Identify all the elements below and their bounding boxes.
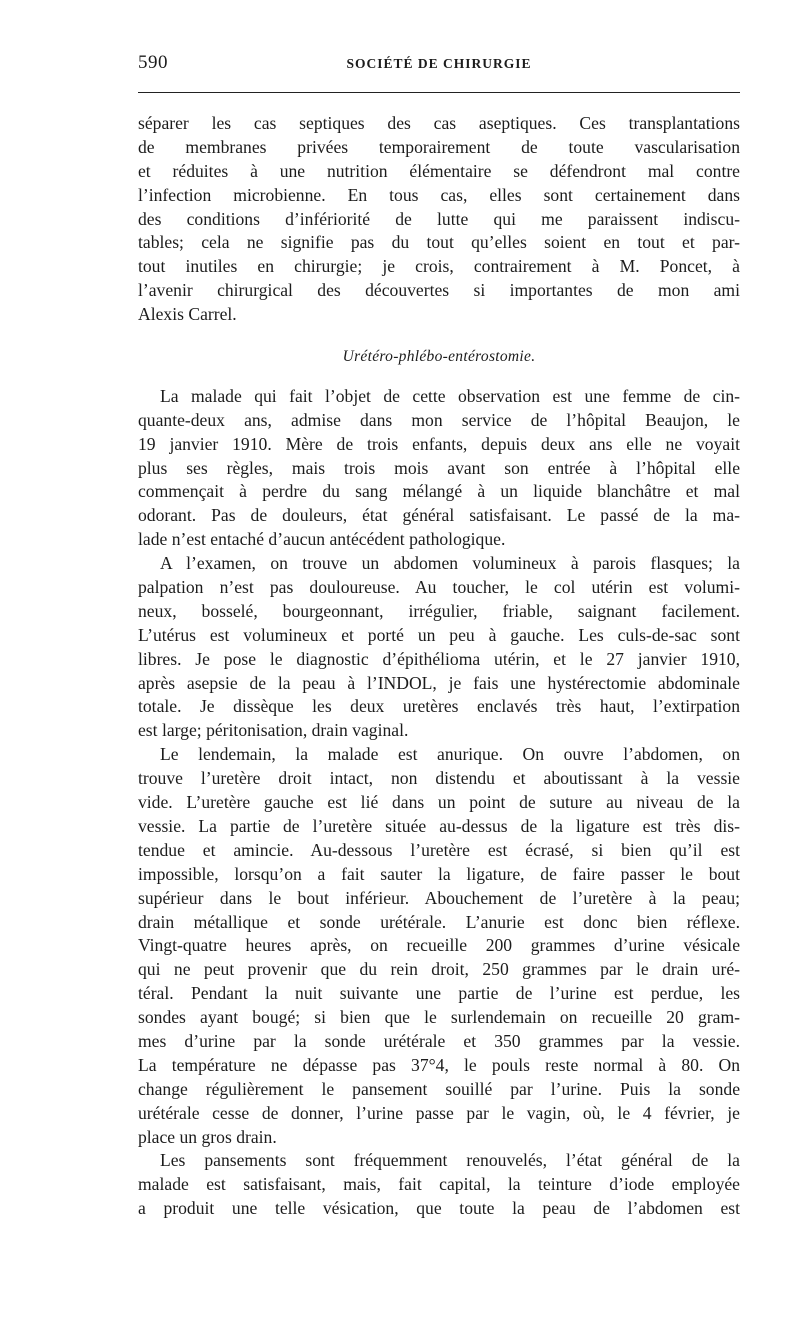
text-line: change régulièrement le pansement souillé par l’urine. Puis la sonde xyxy=(138,1078,740,1099)
text-line: odorant. Pas de douleurs, état général satisfaisant. Le passé de la ma- xyxy=(138,505,740,526)
text-line: drain métallique et sonde urétérale. L’anurie est donc bien réflexe. xyxy=(138,911,740,932)
text-line: 19 janvier 1910. Mère de trois enfants, depuis deux ans elle ne voyait xyxy=(138,433,740,454)
text-line: place un gros drain. xyxy=(138,1126,277,1147)
text-line: tout inutiles en chirurgie; je crois, contrairement à M. Poncet, à xyxy=(138,256,740,277)
text-line: La température ne dépasse pas 37°4, le pouls reste normal à 80. On xyxy=(138,1054,740,1075)
text-line: Les pansements sont fréquemment renouvelés, l’état général de la xyxy=(160,1150,740,1171)
text-line: l’infection microbienne. En tous cas, elles sont certainement dans xyxy=(138,184,740,205)
text-line: urétérale cesse de donner, l’urine passe par le vagin, où, le 4 février, je xyxy=(138,1102,740,1123)
text-line: palpation n’est pas douloureuse. Au toucher, le col utérin est volumi- xyxy=(138,577,740,598)
text-line: neux, bosselé, bourgeonnant, irrégulier, friable, saignant facilement. xyxy=(138,600,740,621)
text-line: vide. L’uretère gauche est lié dans un point de suture au niveau de la xyxy=(138,792,740,813)
text-line: plus ses règles, mais trois mois avant son entrée à l’hôpital elle xyxy=(138,457,740,478)
text-line: téral. Pendant la nuit suivante une partie de l’urine est perdue, les xyxy=(138,983,740,1004)
text-line: Le lendemain, la malade est anurique. On ouvre l’abdomen, on xyxy=(160,744,740,765)
text-line: L’utérus est volumineux et porté un peu à gauche. Les culs-de-sac sont xyxy=(138,624,740,645)
text-line: est large; péritonisation, drain vaginal. xyxy=(138,720,409,741)
running-head: SOCIÉTÉ DE CHIRURGIE xyxy=(346,56,532,71)
text-line: quante-deux ans, admise dans mon service de l’hôpital Beaujon, le xyxy=(138,409,740,430)
text-line: des conditions d’infériorité de lutte qui me paraissent indiscu- xyxy=(138,208,740,229)
text-line: libres. Je pose le diagnostic d’épithélioma utérin, et le 27 janvier 1910, xyxy=(138,648,740,669)
text-line: supérieur dans le bout inférieur. Abouchement de l’uretère à la peau; xyxy=(138,887,740,908)
text-line: Vingt-quatre heures après, on recueille 200 grammes d’urine vésicale xyxy=(138,935,740,956)
text-line: qui ne peut provenir que du rein droit, 250 grammes par le drain uré- xyxy=(138,959,740,980)
text-line: trouve l’uretère droit intact, non distendu et aboutissant à la vessie xyxy=(138,768,740,789)
header-rule xyxy=(138,92,740,93)
section-title: Urétéro-phlébo-entérostomie. xyxy=(342,348,536,366)
text-line: malade est satisfaisant, mais, fait capital, la teinture d’iode employée xyxy=(138,1174,740,1195)
page-number: 590 xyxy=(138,52,168,73)
text-line: a produit une telle vésication, que toute la peau de l’abdomen est xyxy=(138,1198,740,1219)
text-line: tendue et amincie. Au-dessous l’uretère est écrasé, si bien qu’il est xyxy=(138,839,740,860)
text-line: mes d’urine par la sonde urétérale et 350 grammes par la vessie. xyxy=(138,1030,740,1051)
text-line: lade n’est entaché d’aucun antécédent pathologique. xyxy=(138,529,506,550)
text-line: et réduites à une nutrition élémentaire se défendront mal contre xyxy=(138,160,740,181)
text-line: A l’examen, on trouve un abdomen volumineux à parois flasques; la xyxy=(160,553,740,574)
text-line: totale. Je dissèque les deux uretères enclavés très haut, l’extirpation xyxy=(138,696,740,717)
paragraph-dressings xyxy=(138,1149,740,1221)
text-line: Alexis Carrel. xyxy=(138,304,237,325)
paragraph-postoperative xyxy=(138,743,740,1149)
body-text xyxy=(138,112,740,1221)
paragraph-case-history xyxy=(138,385,740,552)
page-header xyxy=(138,52,740,82)
text-line: après asepsie de la peau à l’INDOL, je fais une hystérectomie abdominale xyxy=(138,672,740,693)
text-line: impossible, lorsqu’on a fait sauter la ligature, de faire passer le bout xyxy=(138,863,740,884)
text-line: tables; cela ne signifie pas du tout qu’elles soient en tout et par- xyxy=(138,232,740,253)
paragraph-examination xyxy=(138,552,740,743)
text-line: l’avenir chirurgical des découvertes si importantes de mon ami xyxy=(138,280,740,301)
text-line: de membranes privées temporairement de toute vascularisation xyxy=(138,136,740,157)
paragraph-continuation xyxy=(138,112,740,327)
text-line: sondes ayant bougé; si bien que le surlendemain on recueille 20 gram- xyxy=(138,1007,740,1028)
text-line: vessie. La partie de l’uretère située au-dessus de la ligature est très dis- xyxy=(138,815,740,836)
text-line: séparer les cas septiques des cas aseptiques. Ces transplantations xyxy=(138,113,740,133)
text-line: commençait à perdre du sang mélangé à un liquide blanchâtre et mal xyxy=(138,481,740,502)
text-line: La malade qui fait l’objet de cette observation est une femme de cin- xyxy=(160,385,740,406)
